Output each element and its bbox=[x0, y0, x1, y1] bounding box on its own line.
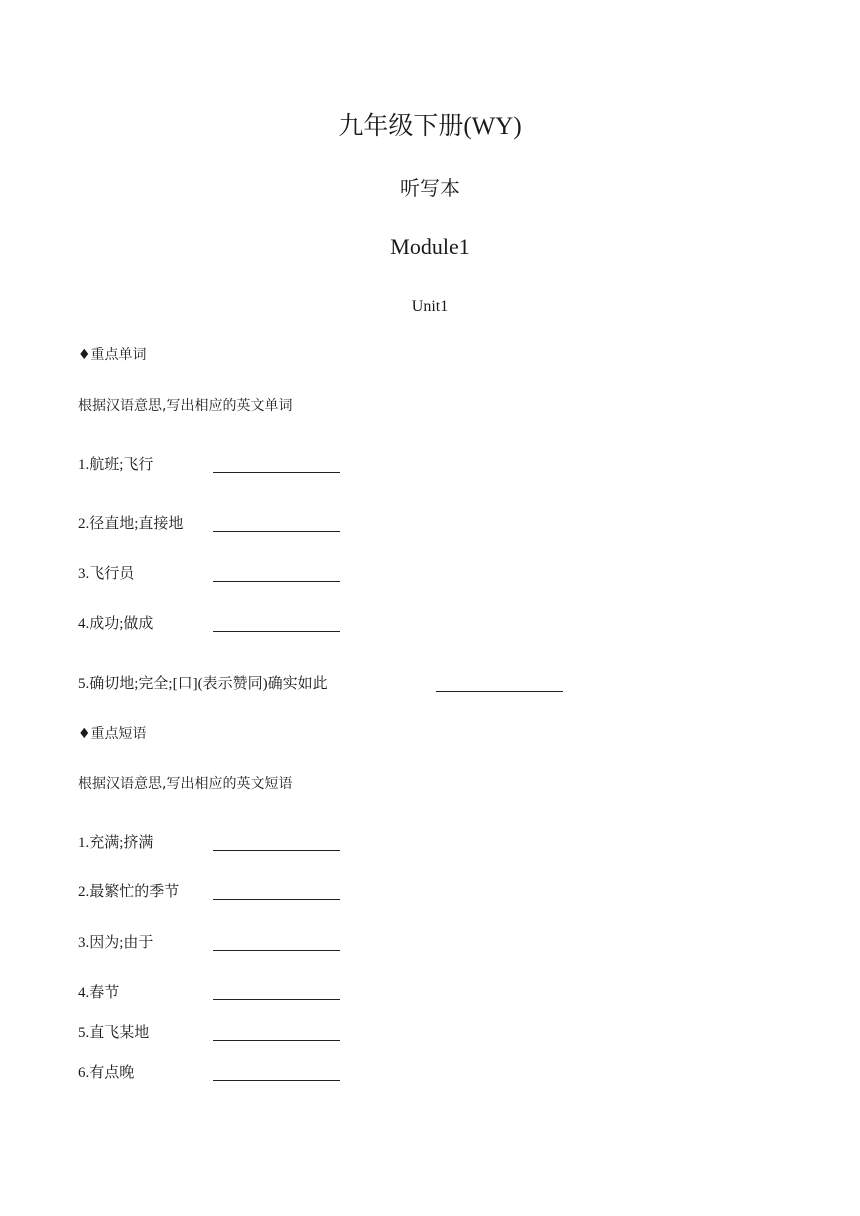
word-item-2-label: 2.径直地;直接地 bbox=[78, 516, 184, 532]
phrase-item-5-label: 5.直飞某地 bbox=[78, 1025, 150, 1041]
phrase-item-6-label: 6.有点晚 bbox=[78, 1065, 135, 1081]
phrase-item-6-answer-blank[interactable] bbox=[213, 1080, 340, 1081]
phrase-item-3-answer-blank[interactable] bbox=[213, 950, 340, 951]
words-section-instruction: 根据汉语意思,写出相应的英文单词 bbox=[78, 398, 293, 414]
word-item-1-answer-blank[interactable] bbox=[213, 472, 340, 473]
word-item-5-answer-blank[interactable] bbox=[436, 691, 563, 692]
phrases-section-heading: ♦重点短语 bbox=[78, 726, 147, 742]
page-title: 九年级下册(WY) bbox=[338, 113, 522, 140]
module-heading: Module1 bbox=[390, 234, 470, 259]
phrase-item-4-label: 4.春节 bbox=[78, 985, 120, 1001]
phrase-item-5-answer-blank[interactable] bbox=[213, 1040, 340, 1041]
word-item-5-label: 5.确切地;完全;[口](表示赞同)确实如此 bbox=[78, 676, 328, 692]
phrase-item-1-label: 1.充满;挤满 bbox=[78, 835, 154, 851]
page-subtitle: 听写本 bbox=[400, 176, 460, 200]
word-item-4-answer-blank[interactable] bbox=[213, 631, 340, 632]
phrase-item-1-answer-blank[interactable] bbox=[213, 850, 340, 851]
word-item-1-label: 1.航班;飞行 bbox=[78, 457, 154, 473]
phrases-section-instruction: 根据汉语意思,写出相应的英文短语 bbox=[78, 776, 293, 792]
word-item-4-label: 4.成功;做成 bbox=[78, 616, 154, 632]
words-section-heading: ♦重点单词 bbox=[78, 347, 147, 363]
phrase-item-4-answer-blank[interactable] bbox=[213, 999, 340, 1000]
phrase-item-2-label: 2.最繁忙的季节 bbox=[78, 884, 180, 900]
phrase-item-2-answer-blank[interactable] bbox=[213, 899, 340, 900]
phrase-item-3-label: 3.因为;由于 bbox=[78, 935, 154, 951]
word-item-3-label: 3.飞行员 bbox=[78, 566, 135, 582]
word-item-2-answer-blank[interactable] bbox=[213, 531, 340, 532]
unit-heading: Unit1 bbox=[411, 298, 449, 315]
word-item-3-answer-blank[interactable] bbox=[213, 581, 340, 582]
